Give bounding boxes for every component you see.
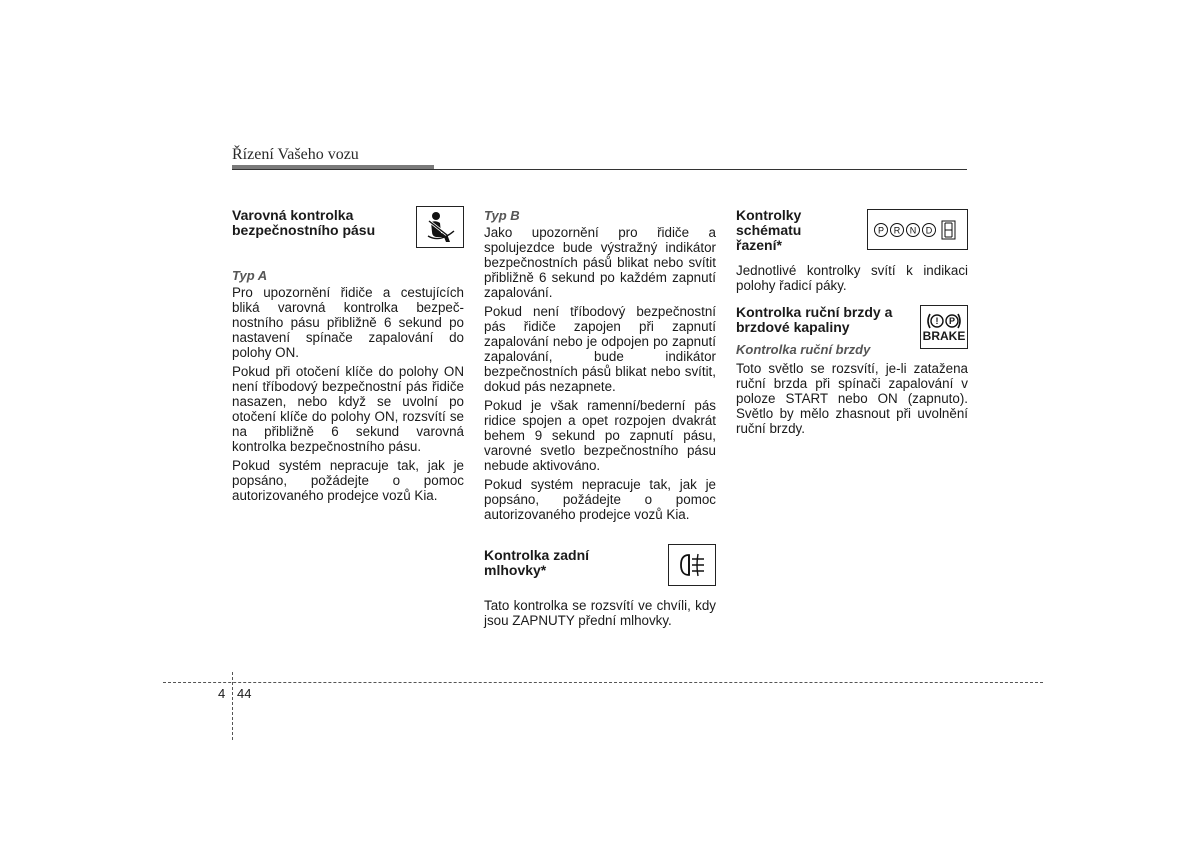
column-middle (484, 206, 716, 632)
svg-text:!: ! (935, 315, 939, 326)
paragraph: Pokud je však ramenní/bederní pás ridice spojen a opet rozpojen dvakrát behem 9 sekund po zapnutí pásu, varovné svetlo bezpečnostního pásu nebude aktivováno. (484, 398, 716, 473)
paragraph: Pokud při otočení klíče do polohy ON není tříbodový bezpečnostní pás řidiče nasazen, nebo když se uvolní po otočení klíče do polohy ON, rozsvítí se na přibližně 6 sekund varovná kontrolka bezpečnostního pásu. (232, 364, 464, 454)
seatbelt-section-header (232, 206, 464, 248)
paragraph: Pokud není tříbodový bezpečnostní pás řidiče zapojen při zapnutí zapalování nebo je odpojen po zapnutí zapalování, bude indikátor bezpečnostních pásů blikat nebo svítit, dokud pás nezapnete. (484, 304, 716, 394)
section-number: 4 (218, 686, 226, 701)
brake-section-header (736, 305, 968, 359)
brake-icon-label: BRAKE (922, 328, 966, 343)
shift-description: Jednotlivé kontrolky svítí k indikaci polohy řadicí páky. (736, 263, 968, 293)
shift-letter-r: R (893, 225, 900, 235)
brake-section-heading (736, 305, 916, 359)
column-right (736, 206, 968, 440)
brake-section-title: Kontrolka ruční brzdy a brzdové kapaliny (736, 304, 893, 335)
paragraph: Pro upozornění řidiče a cestujících bliká varovná kontrolka bezpeč-nostního pásu přibližně 6 sekund po nastavení spínače zapalování do polohy ON. (232, 285, 464, 360)
page-number: 44 (237, 686, 252, 701)
brake-warning-icon (920, 305, 968, 349)
seatbelt-section-title: Varovná kontrolka bezpečnostního pásu (232, 207, 376, 238)
parking-brake-subhead: Kontrolka ruční brzdy (736, 342, 871, 357)
fog-description: Tato kontrolka se rozsvítí ve chvíli, kdy jsou ZAPNUTY přední mlhovky. (484, 598, 716, 628)
shift-section-header (736, 206, 968, 253)
shift-letter-p: P (877, 225, 884, 235)
svg-text:P: P (948, 315, 956, 326)
footer-divider (232, 672, 233, 740)
shift-pattern-icon (867, 209, 968, 250)
paragraph: Pokud systém nepracuje tak, jak je popsáno, požádejte o pomoc autorizovaného prodejce vozů Kia. (484, 477, 716, 522)
running-header: Řízení Vašeho vozu (232, 146, 359, 163)
footer-rule (163, 682, 1043, 683)
paragraph: Pokud systém nepracuje tak, jak je popsáno, požádejte o pomoc autorizovaného prodejce vozů Kia. (232, 458, 464, 503)
header-rule (232, 169, 967, 170)
brake-description: Toto světlo se rozsvítí, je-li zatažena ruční brzda při spínači zapalování v poloze START nebo ON (zapnuto). Světlo by mělo zhasnout při uvolnění ruční brzdy. (736, 361, 968, 436)
paragraph: Jako upozornění pro řidiče a spolujezdce bude výstražný indikátor bezpečnostních pásů blikat nebo svítit přibližně 6 sekund po každém zapnutí zapalování. (484, 225, 716, 300)
shift-section-title: Kontrolky schématu řazení* (736, 207, 802, 253)
shift-letter-d: D (925, 225, 932, 235)
fog-section-header (484, 544, 716, 586)
type-b-subhead: Typ B (484, 208, 520, 223)
seatbelt-warning-icon (416, 206, 464, 248)
fog-section-title: Kontrolka zadní mlhovky* (484, 547, 590, 578)
column-left (232, 206, 464, 507)
rear-fog-light-icon (668, 544, 716, 586)
type-a-subhead: Typ A (232, 268, 268, 283)
shift-letter-n: N (909, 225, 916, 235)
